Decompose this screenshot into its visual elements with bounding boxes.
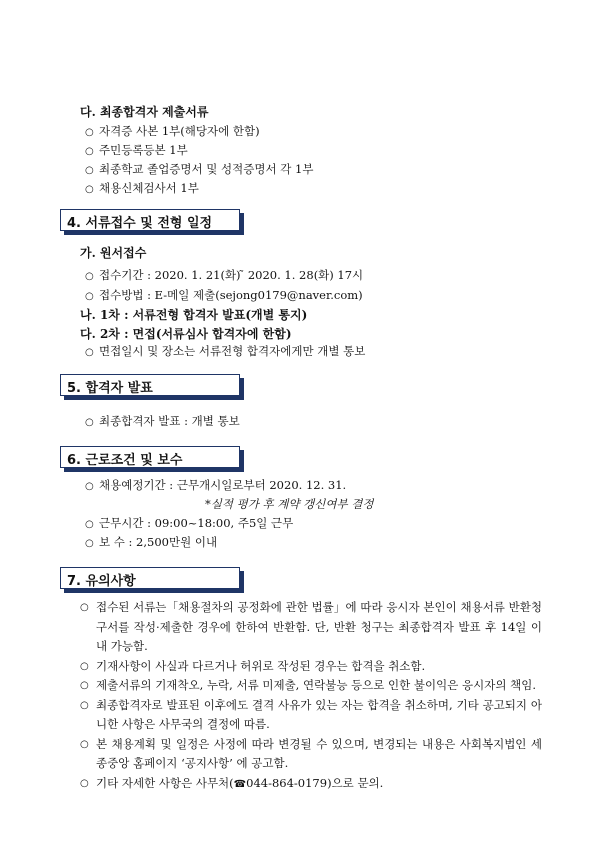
bullet-icon: ○: [85, 417, 94, 428]
contact-phone: 044-864-0179: [246, 775, 328, 790]
list-item: ○ 최종합격자로 발표된 이후에도 결격 사유가 있는 자는 합격을 취소하며, 기타 공고되지 아니한 사항은 사무국의 결정에 따름.: [80, 696, 542, 735]
bullet-icon: ○: [80, 660, 89, 672]
bullet-icon: ○: [85, 519, 94, 530]
bullet-icon: ○: [85, 127, 94, 138]
bullet-icon: ○: [85, 291, 94, 302]
list-item: ○ 최종합격자 발표 : 개별 통보: [85, 414, 240, 428]
list-item: ○ 접수방법 : E-메일 제출(sejong0179@naver.com): [85, 288, 363, 302]
bullet-icon: ○: [85, 481, 94, 492]
list-item: ○ 채용신체검사서 1부: [85, 181, 199, 195]
section-4-heading: [60, 209, 244, 231]
list-item: ○ 채용예정기간 : 근무개시일로부터 2020. 12. 31.: [85, 478, 347, 492]
section-5-heading: [60, 374, 244, 396]
list-item: ○ 본 채용계획 및 일정은 사정에 따라 변경될 수 있으며, 변경되는 내용은 사회복지법인 세종중앙 홈페이지 ‘공지사항’ 에 공고함.: [80, 735, 542, 774]
application-heading: 가. 원서접수: [80, 246, 147, 260]
notice-list: [80, 598, 542, 794]
bullet-icon: ○: [80, 738, 89, 750]
section-7-title: 7. 유의사항: [67, 574, 136, 589]
first-round-heading: 나. 1차 : 서류전형 합격자 발표(개별 통지): [80, 308, 308, 322]
section-6-title: 6. 근로조건 및 보수: [67, 453, 183, 468]
section-7-heading: [60, 567, 244, 589]
submission-docs-heading: 다. 최종합격자 제출서류: [80, 105, 209, 119]
list-item: ○ 제출서류의 기재착오, 누락, 서류 미제출, 연락불능 등으로 인한 불이익은 응시자의 책임.: [80, 676, 542, 696]
section-4-title: 4. 서류접수 및 전형 일정: [67, 216, 213, 231]
section-5-title: 5. 합격자 발표: [67, 381, 153, 396]
contact-item: ○ 기타 자세한 사항은 사무처(☎044-864-0179)으로 문의.: [80, 774, 542, 795]
bullet-icon: ○: [85, 165, 94, 176]
list-item: ○ 근무시간 : 09:00~18:00, 주5일 근무: [85, 516, 294, 530]
bullet-icon: ○: [85, 347, 94, 358]
bullet-icon: ○: [85, 146, 94, 157]
bullet-icon: ○: [85, 271, 94, 282]
bullet-icon: ○: [85, 538, 94, 549]
list-item: ○ 보 수 : 2,500만원 이내: [85, 535, 218, 549]
bullet-icon: ○: [80, 680, 89, 691]
list-item: ○ 최종학교 졸업증명서 및 성적증명서 각 1부: [85, 162, 314, 176]
section-6-heading: [60, 446, 244, 468]
phone-icon: ☎: [233, 778, 247, 790]
bullet-icon: ○: [80, 602, 89, 613]
bullet-icon: ○: [85, 184, 94, 195]
bullet-icon: ○: [80, 777, 89, 789]
list-item: ○ 기재사항이 사실과 다르거나 허위로 작성된 경우는 합격을 취소함.: [80, 657, 542, 677]
contract-note: *실적 평가 후 계약 갱신여부 결정: [205, 497, 374, 511]
list-item: ○ 접수된 서류는「채용절차의 공정화에 관한 법률」에 따라 응시자 본인이 채용서류 반환청구서를 작성·제출한 경우에 한하여 반환함. 단, 반환 청구는 최종합격자 발표 후 14일 이내 가능함.: [80, 598, 542, 657]
list-item: ○ 주민등록등본 1부: [85, 143, 188, 157]
second-round-heading: 다. 2차 : 면접(서류심사 합격자에 한함): [80, 327, 292, 341]
list-item: ○ 면접일시 및 장소는 서류전형 합격자에게만 개별 통보: [85, 344, 366, 358]
list-item: ○ 자격증 사본 1부(해당자에 한함): [85, 124, 260, 138]
list-item: ○ 접수기간 : 2020. 1. 21(화) ̃ 2020. 1. 28(화) 17시: [85, 268, 364, 282]
bullet-icon: ○: [80, 699, 89, 711]
